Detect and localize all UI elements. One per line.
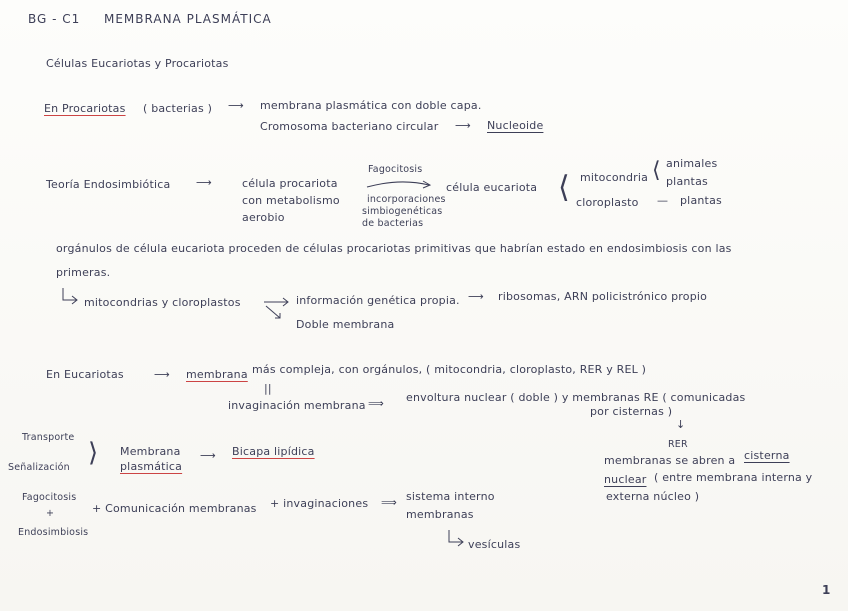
fagocitosis: Fagocitosis bbox=[22, 492, 77, 503]
procariotas-label: En Procariotas bbox=[44, 102, 126, 115]
envoltura: envoltura nuclear ( doble ) y membranas RE ( comunicadas bbox=[406, 391, 746, 404]
return-arrow-icon bbox=[446, 528, 466, 548]
organulos-line2: primeras. bbox=[56, 266, 111, 279]
comunicacion: + Comunicación membranas bbox=[92, 502, 257, 515]
brace-icon: ⟩ bbox=[88, 438, 99, 468]
double-arrow-icon: ⟹ bbox=[381, 496, 397, 509]
celula-procariota-1: célula procariota bbox=[242, 177, 338, 190]
senalizacion: Señalización bbox=[8, 462, 70, 473]
plus-icon: + bbox=[46, 508, 55, 519]
nucleoide: Nucleoide bbox=[487, 119, 544, 132]
eucariotas-label: En Eucariotas bbox=[46, 368, 124, 381]
celula-procariota-2: con metabolismo bbox=[242, 194, 340, 207]
mito-cloro: mitocondrias y cloroplastos bbox=[84, 296, 241, 309]
arrow-right-icon: ⟶ bbox=[154, 368, 170, 381]
vesiculas: vesículas bbox=[468, 538, 521, 551]
cisterna: cisterna bbox=[744, 449, 790, 462]
return-arrow-icon bbox=[60, 286, 80, 306]
dash-icon: — bbox=[657, 194, 669, 207]
rer-line2: ( entre membrana interna y bbox=[654, 471, 813, 484]
eucariotas-rest: más compleja, con orgánulos, ( mitocondria, cloroplasto, RER y REL ) bbox=[252, 363, 647, 376]
animales: animales bbox=[666, 157, 718, 170]
rer-line3: externa núcleo ) bbox=[606, 490, 700, 503]
endosimbiotica-label: Teoría Endosimbiótica bbox=[46, 178, 171, 191]
plantas: plantas bbox=[680, 194, 722, 207]
curved-arrow-icon bbox=[365, 178, 435, 190]
mitocondria: mitocondria bbox=[580, 171, 649, 184]
plantas: plantas bbox=[666, 175, 708, 188]
sistema-1: sistema interno bbox=[406, 490, 495, 503]
membrana-2: plasmática bbox=[120, 460, 183, 473]
rer-line1: membranas se abren a bbox=[604, 454, 736, 467]
arrow-down-icon: ↓ bbox=[676, 418, 686, 431]
fagocitosis-label: Fagocitosis bbox=[368, 164, 423, 175]
procariotas-membrana: membrana plasmática con doble capa. bbox=[260, 99, 482, 112]
invaginaciones: + invaginaciones bbox=[270, 497, 369, 510]
endosimbiosis: Endosimbiosis bbox=[18, 527, 89, 538]
organulos-line1: orgánulos de célula eucariota proceden de células procariotas primitivas que habrían estado en endosimbiosis con las bbox=[56, 242, 732, 255]
celula-procariota-3: aerobio bbox=[242, 211, 285, 224]
procariotas-paren: ( bacterias ) bbox=[143, 102, 213, 115]
nuclear: nuclear bbox=[604, 473, 647, 486]
bicapa: Bicapa lipídica bbox=[232, 445, 315, 458]
info-genetica: información genética propia. bbox=[296, 294, 460, 307]
page-title: MEMBRANA PLASMÁTICA bbox=[104, 12, 272, 26]
transporte: Transporte bbox=[22, 432, 75, 443]
subtitle: Células Eucariotas y Procariotas bbox=[46, 57, 229, 70]
procariotas-cromosoma: Cromosoma bacteriano circular bbox=[260, 120, 439, 133]
arrow-right-icon: ⟶ bbox=[468, 290, 484, 303]
doble-membrana: Doble membrana bbox=[296, 318, 395, 331]
incorporaciones: incorporaciones bbox=[367, 194, 446, 205]
course-code: BG - C1 bbox=[28, 12, 81, 26]
rer-label: RER bbox=[668, 439, 688, 450]
brace-icon: ⟨ bbox=[652, 158, 661, 183]
arrow-right-icon: ⟶ bbox=[196, 176, 212, 189]
arrow-right-icon: ⟶ bbox=[228, 99, 244, 112]
simbiogeneticas: simbiogenéticas bbox=[362, 206, 443, 217]
arrow-right-icon: ⟶ bbox=[200, 449, 216, 462]
invaginacion: invaginación membrana bbox=[228, 399, 366, 412]
membrana-1: Membrana bbox=[120, 445, 181, 458]
de-bacterias: de bacterias bbox=[362, 218, 424, 229]
arrow-right-icon: ⟶ bbox=[455, 119, 471, 132]
page-number: 1 bbox=[822, 583, 831, 597]
split-arrow-icon bbox=[262, 294, 292, 324]
brace-icon: ⟨ bbox=[558, 170, 570, 205]
cloroplasto: cloroplasto bbox=[576, 196, 639, 209]
sistema-2: membranas bbox=[406, 508, 474, 521]
eucariotas-membrana: membrana bbox=[186, 368, 248, 381]
double-arrow-icon: ⟹ bbox=[368, 397, 384, 410]
ribosomas: ribosomas, ARN policistrónico propio bbox=[498, 290, 708, 303]
cisternas: por cisternas ) bbox=[590, 405, 673, 418]
equal-icon: || bbox=[264, 382, 272, 395]
celula-eucariota: célula eucariota bbox=[446, 181, 538, 194]
